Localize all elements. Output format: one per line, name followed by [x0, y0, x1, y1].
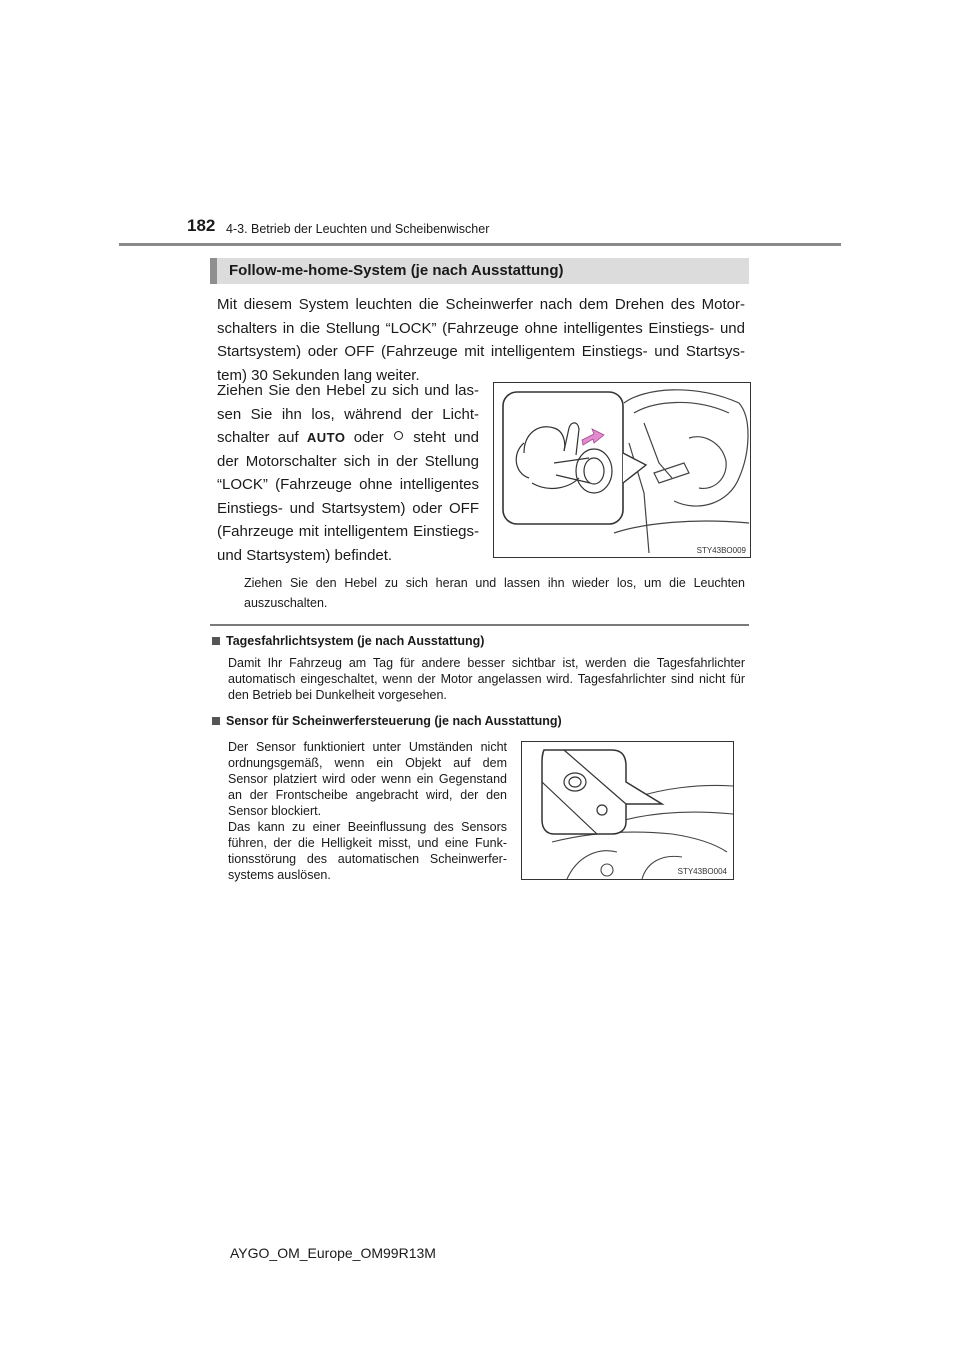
- lever-drawing: [494, 383, 750, 557]
- footer-doc-id: AYGO_OM_Europe_OM99R13M: [230, 1245, 436, 1261]
- header-divider: [119, 243, 841, 246]
- bullet-icon: [212, 637, 220, 645]
- instruction-text-2: oder: [345, 429, 392, 446]
- figure-code: STY43BO004: [677, 867, 727, 876]
- sensor-drawing: [522, 742, 733, 879]
- sensor-text: [228, 739, 507, 883]
- callout-box: [503, 392, 623, 524]
- headlight-icon: [394, 431, 403, 440]
- figure-code: STY43BO009: [696, 546, 746, 555]
- note-text: Ziehen Sie den Hebel zu sich heran und lassen ihn wieder los, um die Leuchten auszuschalten.: [244, 576, 745, 610]
- callout-box: [542, 750, 662, 834]
- section-divider: [210, 624, 749, 626]
- bullet-icon: [212, 717, 220, 725]
- sensor-heading: [212, 714, 562, 728]
- auto-label: AUTO: [306, 430, 346, 445]
- daytime-title: Tagesfahrlichtsystem (je nach Ausstattung): [226, 634, 485, 648]
- instruction-text-1: Ziehen Sie den Hebel zu sich und lassen Sie ihn los, während der Lichtschalter auf: [217, 382, 479, 446]
- sensor-text-2: Das kann zu einer Beeinflussung des Sensors führen, der die Helligkeit misst, und eine Funktionsstörung des automatischen Scheinwerfersystems auslösen.: [228, 820, 507, 882]
- daytime-text: Damit Ihr Fahrzeug am Tag für andere besser sichtbar ist, werden die Tagesfahrlichter automatisch eingeschaltet, wenn der Motor angelassen wird. Tagesfahrlichter sind nicht für den Betrieb bei Dunkelheit vorgesehen.: [228, 656, 745, 702]
- instruction-paragraph: [217, 379, 479, 567]
- daytime-heading: [212, 634, 484, 648]
- chapter-title: 4-3. Betrieb der Leuchten und Scheibenwischer: [226, 222, 490, 236]
- lever-illustration: [493, 382, 751, 558]
- sensor-text-1: Der Sensor funktioniert unter Umständen nicht ordnungsgemäß, wenn ein Objekt auf dem Sensor platziert wird oder wenn ein Gegenstand an der Frontscheibe angebracht wird, der den Sensor blockiert.: [228, 740, 507, 818]
- page-number: 182: [187, 216, 216, 235]
- sensor-title: Sensor für Scheinwerfersteuerung (je nach Ausstattung): [226, 714, 562, 728]
- section-title: Follow-me-home-System (je nach Ausstattung): [229, 262, 564, 279]
- sensor-illustration: [521, 741, 734, 880]
- instruction-text-3: steht und der Motorschalter sich in der Stellung “LOCK” (Fahrzeuge ohne intelligentes Einstiegs- und Startsystem) oder OFF (Fahrzeuge mit intelligentem Einstiegs- und Startsystem) befindet.: [217, 429, 479, 564]
- intro-paragraph: Mit diesem System leuchten die Scheinwerfer nach dem Drehen des Motorschalters in die Stellung “LOCK” (Fahrzeuge ohne intelligentes Einstiegs- und Startsystem) oder OFF (Fahrzeuge mit intelligentem Einstiegs- und Startsystem) 30 Sekunden lang weiter.: [217, 296, 745, 384]
- section-heading-bar: [210, 258, 749, 284]
